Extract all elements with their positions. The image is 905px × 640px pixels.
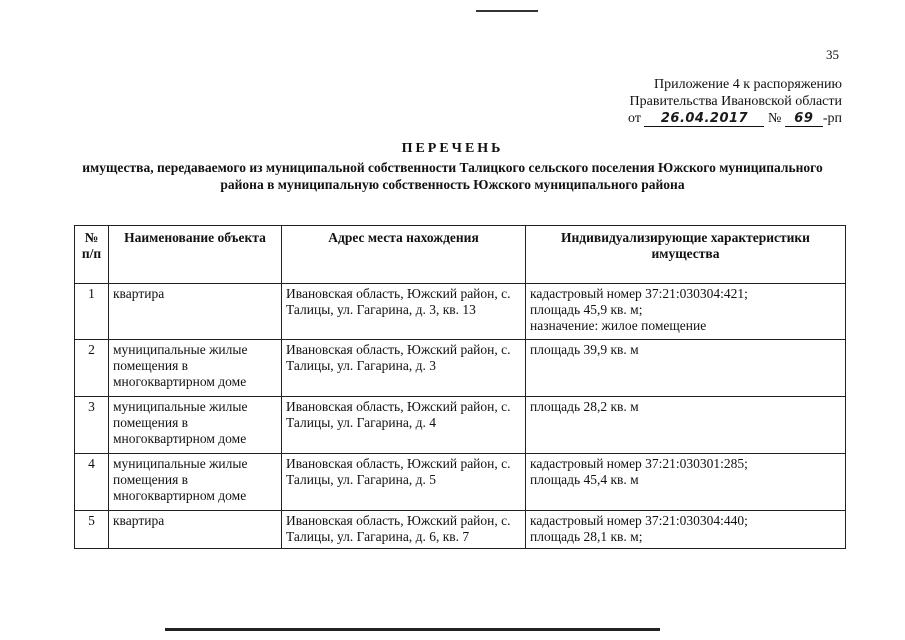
char-line: кадастровый номер 37:21:030304:421; <box>530 286 748 301</box>
char-line: площадь 28,2 кв. м <box>530 399 639 414</box>
cell-num: 1 <box>75 284 109 340</box>
top-scan-line <box>476 10 538 12</box>
char-line: назначение: жилое помещение <box>530 318 707 333</box>
bottom-scan-line <box>165 628 660 631</box>
cell-address: Ивановская область, Южский район, с. Талицы, ул. Гагарина, д. 5 <box>282 454 526 511</box>
number-prefix: № <box>767 111 782 126</box>
header-name: Наименование объекта <box>109 226 282 284</box>
char-line: площадь 45,4 кв. м <box>530 472 639 487</box>
page-number: 35 <box>826 47 839 62</box>
cell-address: Ивановская область, Южский район, с. Талицы, ул. Гагарина, д. 3 <box>282 340 526 397</box>
table-row <box>75 284 846 340</box>
char-line: кадастровый номер 37:21:030304:440; <box>530 513 748 528</box>
cell-characteristics <box>526 454 846 511</box>
appendix-line-2: Правительства Ивановской области <box>629 94 842 109</box>
char-line: кадастровый номер 37:21:030301:285; <box>530 456 748 471</box>
char-line: площадь 28,1 кв. м; <box>530 529 643 544</box>
table-header-row <box>75 226 846 284</box>
document-title: ПЕРЕЧЕНЬ <box>401 141 504 156</box>
cell-address: Ивановская область, Южский район, с. Талицы, ул. Гагарина, д. 4 <box>282 397 526 454</box>
cell-characteristics <box>526 397 846 454</box>
document-subtitle: имущества, передаваемого из муниципальной собственности Талицкого сельского поселения Южского муниципального района в муниципальную собственность Южского муниципального района <box>82 160 823 192</box>
property-table <box>74 225 846 549</box>
char-line: площадь 39,9 кв. м <box>530 342 639 357</box>
table-row <box>75 340 846 397</box>
appendix-block <box>628 76 842 127</box>
char-line: площадь 45,9 кв. м; <box>530 302 643 317</box>
table-row <box>75 397 846 454</box>
appendix-date-line <box>628 110 842 127</box>
cell-name: муниципальные жилые помещения в многоквартирном доме <box>109 340 282 397</box>
cell-num: 4 <box>75 454 109 511</box>
cell-num: 3 <box>75 397 109 454</box>
cell-name: муниципальные жилые помещения в многоквартирном доме <box>109 397 282 454</box>
table-row <box>75 454 846 511</box>
cell-name: муниципальные жилые помещения в многоквартирном доме <box>109 454 282 511</box>
header-characteristics: Индивидуализирующие характеристики имущества <box>526 226 846 284</box>
cell-name: квартира <box>109 284 282 340</box>
cell-address: Ивановская область, Южский район, с. Талицы, ул. Гагарина, д. 3, кв. 13 <box>282 284 526 340</box>
handwritten-number: 69 <box>785 112 823 127</box>
number-suffix: -рп <box>822 111 842 126</box>
header-num: № п/п <box>75 226 109 284</box>
table-row <box>75 511 846 549</box>
cell-name: квартира <box>109 511 282 549</box>
cell-characteristics <box>526 340 846 397</box>
cell-num: 5 <box>75 511 109 549</box>
appendix-line-1: Приложение 4 к распоряжению <box>654 77 842 92</box>
cell-num: 2 <box>75 340 109 397</box>
handwritten-date: 26.04.2017 <box>644 112 764 127</box>
date-prefix: от <box>628 111 641 126</box>
header-address: Адрес места нахождения <box>282 226 526 284</box>
cell-address: Ивановская область, Южский район, с. Талицы, ул. Гагарина, д. 6, кв. 7 <box>282 511 526 549</box>
cell-characteristics <box>526 511 846 549</box>
cell-characteristics <box>526 284 846 340</box>
